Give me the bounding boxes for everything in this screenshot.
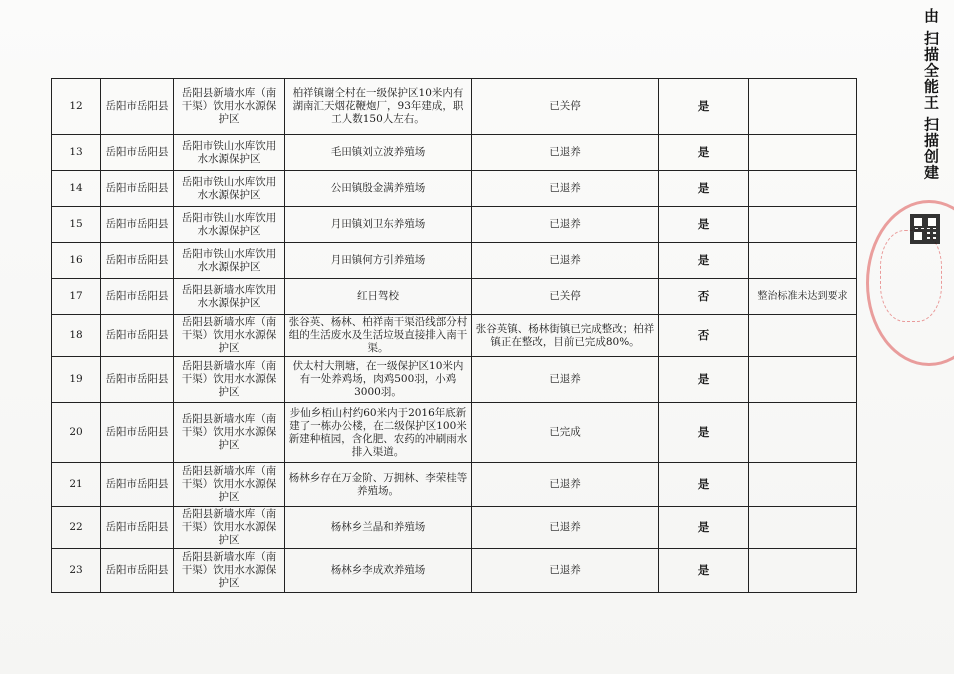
row-number: 17 — [52, 279, 101, 315]
qr-code-icon — [910, 214, 940, 244]
row-status: 已退养 — [472, 463, 659, 507]
row-completed-flag: 是 — [659, 171, 749, 207]
row-protection-area: 岳阳县新墙水库（南干渠）饮用水水源保护区 — [174, 463, 285, 507]
row-number: 23 — [52, 549, 101, 593]
row-issue: 柏祥镇谢仝村在一级保护区10米内有湖南汇天烟花鞭炮厂，93年建成，职工人数150人左右。 — [285, 79, 472, 135]
table-row — [52, 507, 857, 549]
row-status: 已退养 — [472, 507, 659, 549]
row-region: 岳阳市岳阳县 — [101, 135, 174, 171]
row-completed-flag: 是 — [659, 403, 749, 463]
table-row — [52, 463, 857, 507]
row-issue: 杨林乡李成欢养殖场 — [285, 549, 472, 593]
row-protection-area: 岳阳县新墙水库（南干渠）饮用水水源保护区 — [174, 315, 285, 357]
row-number: 15 — [52, 207, 101, 243]
table-row — [52, 357, 857, 403]
table-row — [52, 135, 857, 171]
table-row — [52, 207, 857, 243]
row-note — [749, 463, 857, 507]
row-status: 已关停 — [472, 79, 659, 135]
row-note — [749, 243, 857, 279]
table-row — [52, 79, 857, 135]
qr-corner-icon — [912, 230, 924, 242]
row-status: 已关停 — [472, 279, 659, 315]
row-note: 整治标准未达到要求 — [749, 279, 857, 315]
row-issue: 步仙乡栢山村约60米内于2016年底新建了一栋办公楼，在二级保护区100米新建种植园，含化肥、农药的冲刷雨水排入渠道。 — [285, 403, 472, 463]
row-note — [749, 403, 857, 463]
row-protection-area: 岳阳市铁山水库饮用水水源保护区 — [174, 243, 285, 279]
row-region: 岳阳市岳阳县 — [101, 315, 174, 357]
row-completed-flag: 是 — [659, 507, 749, 549]
row-completed-flag: 否 — [659, 315, 749, 357]
row-completed-flag: 是 — [659, 549, 749, 593]
row-status: 已退养 — [472, 207, 659, 243]
row-status: 已退养 — [472, 357, 659, 403]
row-completed-flag: 是 — [659, 243, 749, 279]
row-status: 已退养 — [472, 171, 659, 207]
row-status: 已完成 — [472, 403, 659, 463]
row-number: 14 — [52, 171, 101, 207]
row-number: 18 — [52, 315, 101, 357]
row-note — [749, 135, 857, 171]
row-issue: 杨林乡兰晶和养殖场 — [285, 507, 472, 549]
qr-corner-icon — [912, 216, 924, 228]
row-number: 22 — [52, 507, 101, 549]
row-number: 21 — [52, 463, 101, 507]
row-issue: 张谷英、杨林、柏祥南干渠沿线部分村组的生活废水及生活垃圾直接排入南干渠。 — [285, 315, 472, 357]
row-protection-area: 岳阳县新墙水库（南干渠）饮用水水源保护区 — [174, 79, 285, 135]
row-protection-area: 岳阳县新墙水库（南干渠）饮用水水源保护区 — [174, 549, 285, 593]
row-region: 岳阳市岳阳县 — [101, 357, 174, 403]
row-completed-flag: 是 — [659, 357, 749, 403]
row-protection-area: 岳阳市铁山水库饮用水水源保护区 — [174, 135, 285, 171]
row-protection-area: 岳阳县新墙水库（南干渠）饮用水水源保护区 — [174, 403, 285, 463]
table-row — [52, 171, 857, 207]
row-protection-area: 岳阳县新墙水库饮用水水源保护区 — [174, 279, 285, 315]
table-row — [52, 279, 857, 315]
row-completed-flag: 否 — [659, 279, 749, 315]
row-issue: 月田镇何方引养殖场 — [285, 243, 472, 279]
row-note — [749, 79, 857, 135]
row-protection-area: 岳阳县新墙水库（南干渠）饮用水水源保护区 — [174, 507, 285, 549]
row-region: 岳阳市岳阳县 — [101, 549, 174, 593]
row-note — [749, 507, 857, 549]
scanner-watermark-text: 由 扫描全能王 扫描创建 — [922, 8, 940, 181]
row-region: 岳阳市岳阳县 — [101, 243, 174, 279]
row-note — [749, 549, 857, 593]
row-issue: 伏太村大荆塘，在一级保护区10米内有一处养鸡场，肉鸡500羽，小鸡3000羽。 — [285, 357, 472, 403]
row-region: 岳阳市岳阳县 — [101, 279, 174, 315]
row-number: 13 — [52, 135, 101, 171]
row-completed-flag: 是 — [659, 135, 749, 171]
row-issue: 毛田镇刘立波养殖场 — [285, 135, 472, 171]
row-number: 12 — [52, 79, 101, 135]
remediation-table — [51, 78, 857, 593]
row-number: 20 — [52, 403, 101, 463]
row-issue: 杨林乡存在万金阶、万拥林、李荣桂等养殖场。 — [285, 463, 472, 507]
row-note — [749, 207, 857, 243]
row-status: 已退养 — [472, 549, 659, 593]
row-protection-area: 岳阳县新墙水库（南干渠）饮用水水源保护区 — [174, 357, 285, 403]
table-row — [52, 549, 857, 593]
row-protection-area: 岳阳市铁山水库饮用水水源保护区 — [174, 171, 285, 207]
row-region: 岳阳市岳阳县 — [101, 79, 174, 135]
row-note — [749, 171, 857, 207]
row-note — [749, 315, 857, 357]
table-row — [52, 243, 857, 279]
row-region: 岳阳市岳阳县 — [101, 463, 174, 507]
qr-corner-icon — [926, 216, 938, 228]
row-completed-flag: 是 — [659, 463, 749, 507]
row-completed-flag: 是 — [659, 79, 749, 135]
row-issue: 红日驾校 — [285, 279, 472, 315]
row-note — [749, 357, 857, 403]
table-row — [52, 315, 857, 357]
row-status: 已退养 — [472, 243, 659, 279]
row-region: 岳阳市岳阳县 — [101, 403, 174, 463]
row-issue: 公田镇殷金满养殖场 — [285, 171, 472, 207]
row-issue: 月田镇刘卫东养殖场 — [285, 207, 472, 243]
row-region: 岳阳市岳阳县 — [101, 507, 174, 549]
row-number: 19 — [52, 357, 101, 403]
row-number: 16 — [52, 243, 101, 279]
row-status: 张谷英镇、杨林街镇已完成整改；柏祥镇正在整改，目前已完成80%。 — [472, 315, 659, 357]
row-region: 岳阳市岳阳县 — [101, 207, 174, 243]
row-protection-area: 岳阳市铁山水库饮用水水源保护区 — [174, 207, 285, 243]
row-region: 岳阳市岳阳县 — [101, 171, 174, 207]
row-completed-flag: 是 — [659, 207, 749, 243]
row-status: 已退养 — [472, 135, 659, 171]
table-row — [52, 403, 857, 463]
